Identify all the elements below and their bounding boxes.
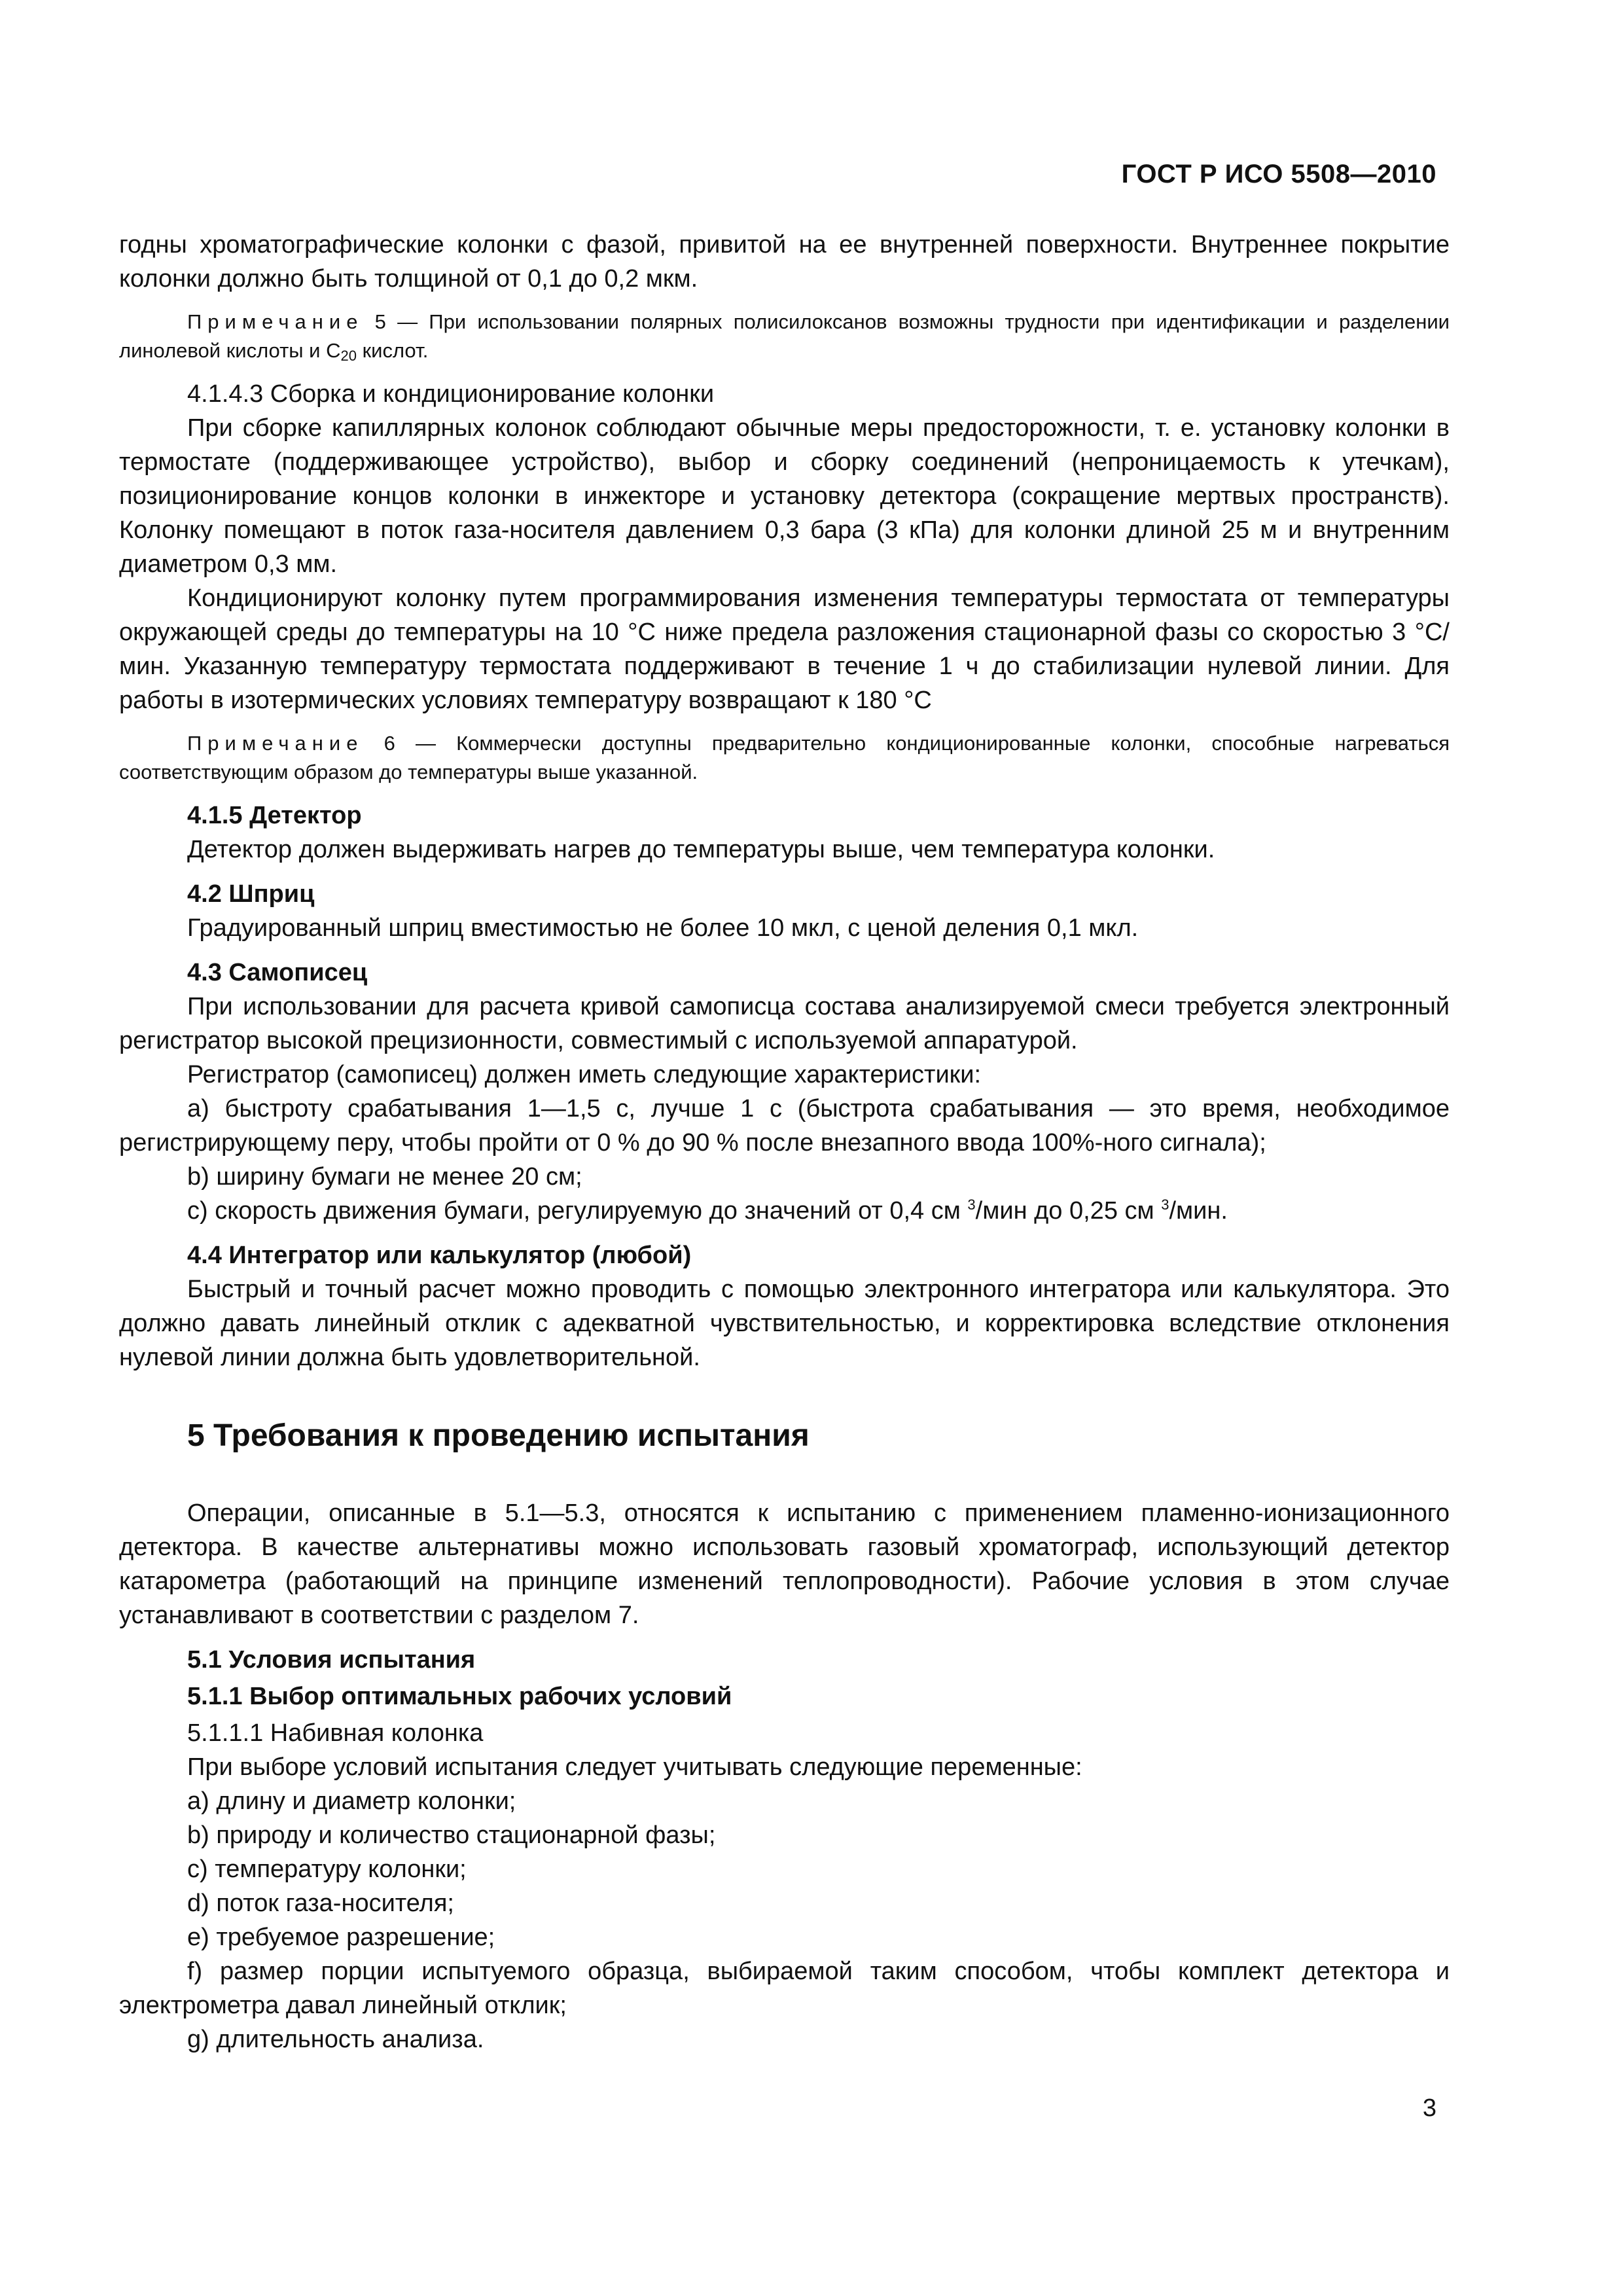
paragraph-conditioning: Кондиционируют колонку путем программирования изменения температуры термостата от температуры окружающей среды до температуры на 10 °С ниже предела разложения стационарной фазы со скоростью 3 °С/мин. Указанную температуру термостата поддерживают в течение 1 ч до стабилизации нулевой линии. Для работы в изотермических условиях температуру возвращают к 180 °С xyxy=(119,584,1450,714)
document-header: ГОСТ Р ИСО 5508—2010 xyxy=(1121,160,1436,188)
heading-5-1-1-1: 5.1.1.1 Набивная колонка xyxy=(187,1719,484,1747)
heading-5-1: 5.1 Условия испытания xyxy=(187,1646,476,1674)
paragraph-recorder-1: При использовании для расчета кривой самописца состава анализируемой смеси требуется электронный регистратор высокой прецизионности, совместимый с используемой аппаратурой. xyxy=(119,993,1450,1054)
variable-item-f: f) размер порции испытуемого образца, выбираемой таким способом, чтобы комплект детектора и электрометра давал линейный отклик; xyxy=(119,1958,1450,2019)
page-number: 3 xyxy=(1422,2094,1436,2122)
note-6: Примечание 6 — Коммерчески доступны предварительно кондиционированные колонки, способные нагреваться соответствующим образом до температуры выше указанной. xyxy=(119,732,1450,783)
paragraph-recorder-2: Регистратор (самописец) должен иметь следующие характеристики: xyxy=(187,1061,982,1088)
paragraph-section-5-intro: Операции, описанные в 5.1—5.3, относятся к испытанию с применением пламенно-ионизационного детектора. В качестве альтернативы можно использовать газовый хроматограф, использующий детектор катарометра (работающий на принципе изменений теплопроводности). Рабочие условия в этом случае устанавливают в соответствии с разделом 7. xyxy=(119,1499,1450,1629)
heading-4-2: 4.2 Шприц xyxy=(187,880,315,908)
variable-item-e: е) требуемое разрешение; xyxy=(187,1924,495,1951)
note-5: Примечание 5 — При использовании полярных полисилоксанов возможны трудности при идентификации и разделении линолевой кислоты и $С_{20}$ кислот. xyxy=(119,310,1450,364)
paragraph-detector: Детектор должен выдерживать нагрев до температуры выше, чем температура колонки. xyxy=(187,836,1215,863)
page-content xyxy=(119,228,1450,2056)
heading-4-3: 4.3 Самописец xyxy=(187,959,368,986)
section-heading-5: 5 Требования к проведению испытания xyxy=(187,1418,810,1453)
note-label: Примечание xyxy=(187,732,364,755)
list-item-a: а) быстроту срабатывания 1—1,5 с, лучше 1 с (быстрота срабатывания — это время, необходимое регистрирующему перу, чтобы пройти от 0 % до 90 % после внезапного ввода 100%-ного сигнала); xyxy=(119,1095,1450,1157)
list-item-b: b) ширину бумаги не менее 20 см; xyxy=(187,1163,582,1191)
paragraph-integrator: Быстрый и точный расчет можно проводить с помощью электронного интегратора или калькулятора. Это должно давать линейный отклик с адекватной чувствительностью, и корректировка вследствие отклонения нулевой линии должна быть удовлетворительной. xyxy=(119,1276,1450,1371)
heading-4-1-5: 4.1.5 Детектор xyxy=(187,802,362,829)
paragraph-variables: При выборе условий испытания следует учитывать следующие переменные: xyxy=(187,1753,1082,1781)
paragraph-assembly: При сборке капиллярных колонок соблюдают обычные меры предосторожности, т. е. установку колонки в термостате (поддерживающее устройство), выбор и сборку соединений (непроницаемость к утечкам), позиционирование концов колонки в инжекторе и установку детектора (сокращение мертвых пространств). Колонку помещают в поток газа-носителя давлением 0,3 бара (3 кПа) для колонки длиной 25 м и внутренним диаметром 0,3 мм. xyxy=(119,414,1450,578)
variable-item-g: g) длительность анализа. xyxy=(187,2026,484,2053)
note-label: Примечание xyxy=(187,310,364,333)
variable-item-d: d) поток газа-носителя; xyxy=(187,1890,454,1917)
paragraph-continuation: годны хроматографические колонки с фазой, привитой на ее внутренней поверхности. Внутреннее покрытие колонки должно быть толщиной от 0,1 до 0,2 мкм. xyxy=(119,231,1450,293)
variable-item-b: b) природу и количество стационарной фазы; xyxy=(187,1821,716,1849)
heading-4-4: 4.4 Интегратор или калькулятор (любой) xyxy=(187,1242,692,1269)
paragraph-syringe: Градуированный шприц вместимостью не более 10 мкл, с ценой деления 0,1 мкл. xyxy=(187,914,1139,942)
variable-item-a: а) длину и диаметр колонки; xyxy=(187,1787,516,1815)
heading-5-1-1: 5.1.1 Выбор оптимальных рабочих условий xyxy=(187,1683,732,1710)
list-item-c: с) скорость движения бумаги, регулируемую до значений от 0,4 см $^3$/мин до 0,25 см $^3$/мин. xyxy=(187,1196,1228,1225)
heading-4-1-4-3: 4.1.4.3 Сборка и кондиционирование колонки xyxy=(187,380,715,408)
variable-item-c: с) температуру колонки; xyxy=(187,1856,467,1883)
